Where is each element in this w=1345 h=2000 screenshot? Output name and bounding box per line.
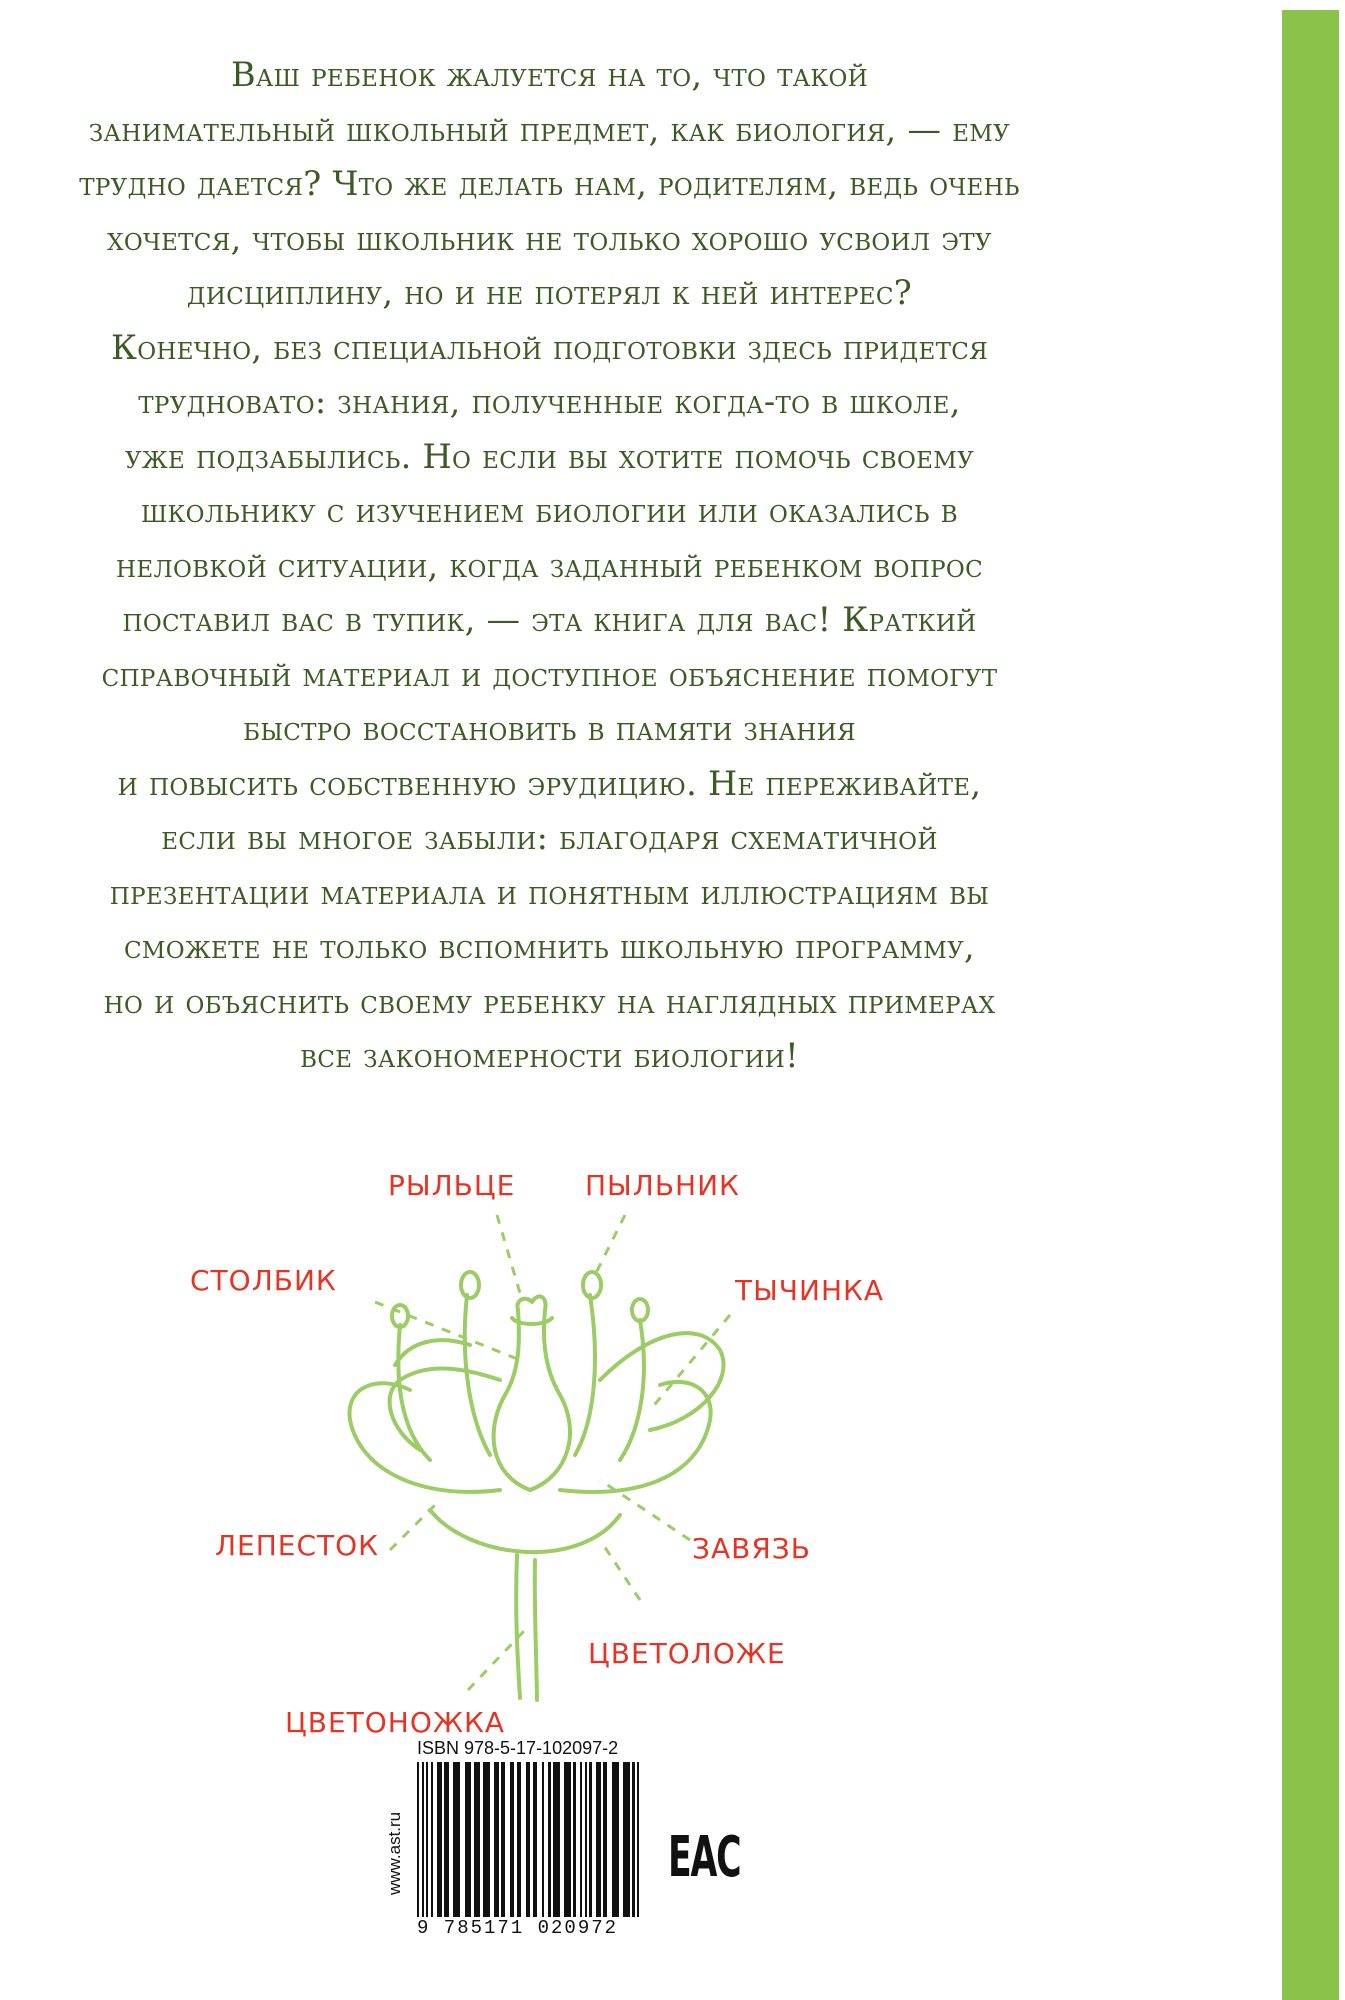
label-stigma: РЫЛЬЦЕ <box>388 1169 516 1202</box>
flower-outline <box>350 1272 724 1700</box>
isbn-number: ISBN 978-5-17-102097-2 <box>417 1738 619 1758</box>
blurb-line: Конечно, без специальной подготовки здесь придется <box>110 327 989 367</box>
stigma-shape <box>517 1296 545 1310</box>
anther-2 <box>461 1272 479 1298</box>
label-petal: ЛЕПЕСТОК <box>215 1529 380 1562</box>
blurb-line: но и объяснить своему ребенку на наглядных примерах <box>103 981 996 1021</box>
blurb-line: неловкой ситуации, когда заданный ребенком вопрос <box>116 545 983 585</box>
leader-petal <box>390 1500 440 1550</box>
label-ovary: ЗАВЯЗЬ <box>692 1532 811 1565</box>
blurb-line: занимательный школьный предмет, как биология, — ему <box>88 109 1011 149</box>
leader-receptacle <box>600 1540 640 1600</box>
eac-mark: ЕАС <box>668 1825 741 1890</box>
blurb-line: сможете не только вспомнить школьную программу, <box>123 927 976 966</box>
blurb-line: школьнику с изучением биологии или оказались в <box>140 491 959 530</box>
label-anther: ПЫЛЬНИК <box>585 1169 740 1202</box>
blurb-line: трудно дается? Что же делать нам, родителям, ведь очень <box>79 164 1020 203</box>
anther-3 <box>583 1272 601 1298</box>
label-style: СТОЛБИК <box>190 1264 337 1297</box>
blurb-line: трудновато: знания, полученные когда-то в школе, <box>138 382 961 421</box>
barcode <box>417 1762 642 1934</box>
blurb-line: хочется, чтобы школьник не только хорошо усвоил эту <box>107 218 992 258</box>
publisher-url: www.ast.ru <box>385 1811 404 1895</box>
pedicel-shape-left <box>516 1555 520 1698</box>
leader-stamen <box>650 1315 730 1410</box>
blurb-line: презентации материала и понятным иллюстрациям вы <box>109 872 990 912</box>
label-receptacle: ЦВЕТОЛОЖЕ <box>588 1637 786 1670</box>
petal-left-top <box>395 1340 470 1365</box>
stamen-filament-3 <box>575 1295 595 1455</box>
blurb-line: Ваш ребенок жалуется на то, что такой <box>230 55 869 94</box>
leader-ovary <box>600 1480 690 1540</box>
petal-right-mid <box>600 1333 724 1430</box>
leader-stigma <box>497 1215 522 1300</box>
label-pedicel: ЦВЕТОНОЖКА <box>285 1706 506 1739</box>
blurb-line: если вы многое забыли: благодаря схематичной <box>161 818 938 857</box>
anther-4 <box>632 1299 648 1321</box>
blurb-line: уже подзабылись. Но если вы хотите помочь своему <box>125 436 974 476</box>
barcode-digits: 9 785171 020972 <box>417 1917 642 1939</box>
blurb-line: быстро восстановить в памяти знания <box>243 709 856 748</box>
blurb-line: справочный материал и доступное объяснение помогут <box>101 654 998 694</box>
petal-left-low <box>350 1383 500 1492</box>
leader-lines <box>375 1215 730 1690</box>
stamen-filament-4 <box>620 1320 644 1460</box>
blurb-line: все закономерности биологии! <box>300 1036 799 1075</box>
label-stamen: ТЫЧИНКА <box>735 1274 885 1307</box>
pedicel-shape <box>535 1560 537 1700</box>
blurb-line: поставил вас в тупик, — эта книга для вас! Краткий <box>122 600 977 639</box>
leader-anther <box>595 1215 625 1275</box>
ovary-left <box>494 1310 530 1490</box>
ovary-right <box>530 1310 570 1490</box>
blurb-line: дисциплину, но и не потерял к ней интерес? <box>186 273 913 312</box>
blurb-line: и повысить собственную эрудицию. Не переживайте, <box>117 763 982 803</box>
receptacle-shape <box>430 1510 620 1552</box>
